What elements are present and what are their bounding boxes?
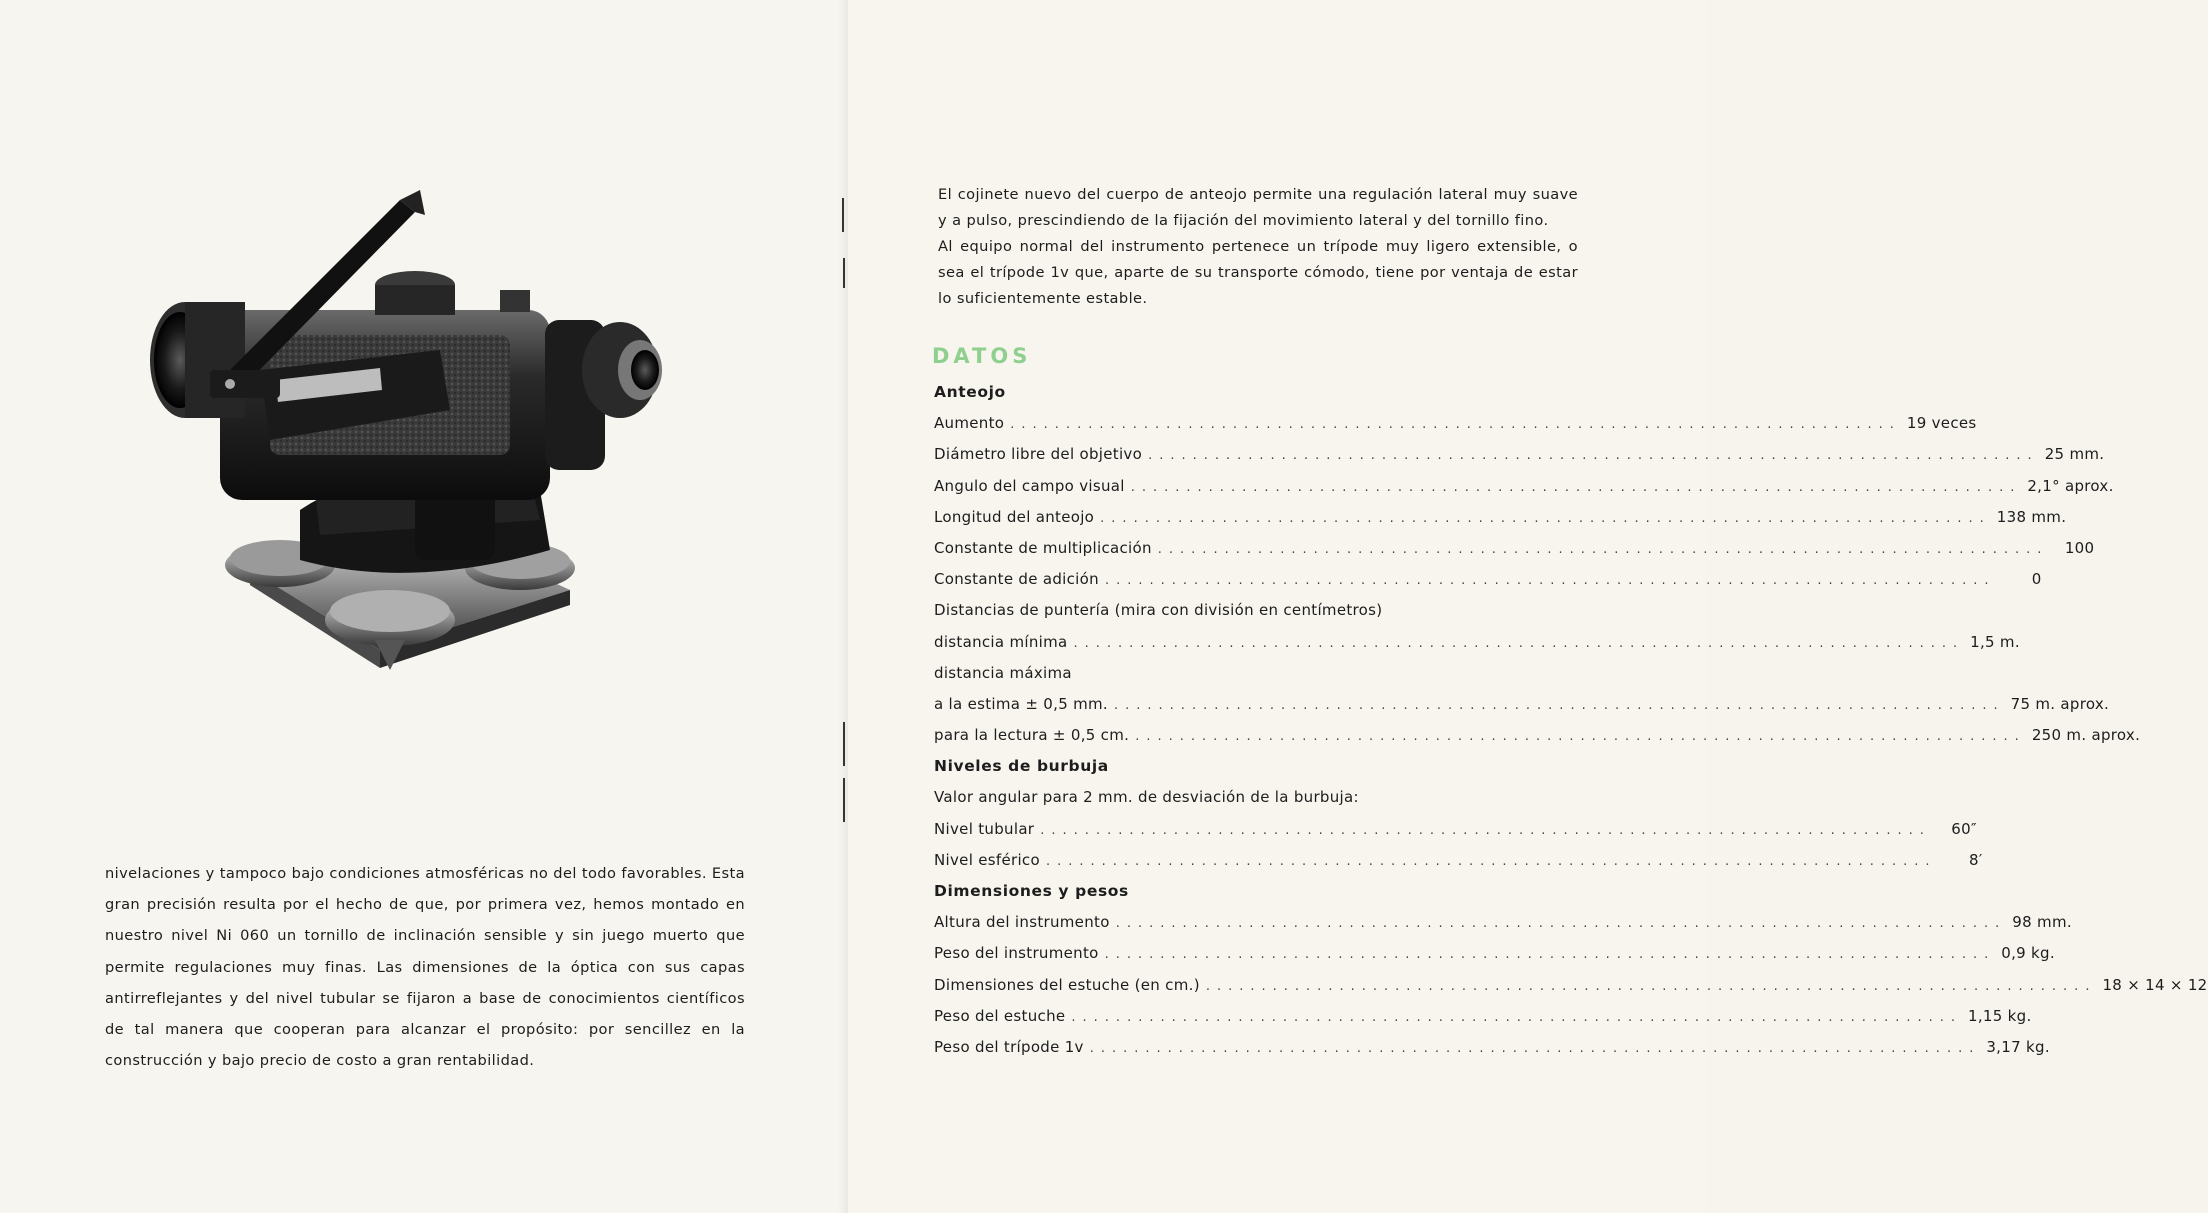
gutter-mark (842, 198, 844, 232)
spec-value: 25 mm. (2044, 445, 2105, 464)
spec-value: 138 mm. (1996, 507, 2067, 526)
spec-value: 100 (2064, 538, 2095, 557)
leader-dots: ................................................................................ (1073, 635, 1965, 651)
leader-dots: ................................................................................ (1010, 417, 1901, 433)
spec-subheading: Distancias de puntería (mira con división en centímetros) (934, 601, 1383, 620)
spec-label: Diámetro libre del objetivo (934, 445, 1143, 464)
leader-dots: ................................................................................ (1100, 510, 1991, 526)
spec-value: 18 × 14 × 12 (2102, 975, 2208, 994)
spec-value: 1,15 kg. (1968, 1006, 2032, 1025)
spec-row (934, 502, 2067, 533)
leader-dots: ................................................................................ (1089, 1040, 1981, 1056)
gutter-mark (843, 722, 845, 766)
spec-label: Nivel tubular (934, 819, 1035, 838)
specs-table (934, 377, 2208, 1063)
right-page-intro (938, 182, 1578, 312)
leader-dots: ................................................................................ (1071, 1009, 1962, 1025)
spec-row (934, 720, 2141, 751)
spec-label: Peso del instrumento (934, 944, 1099, 963)
spec-label: a la estima ± 0,5 mm. (934, 694, 1109, 713)
spec-label: Peso del trípode 1v (934, 1037, 1084, 1056)
leader-dots: ................................................................................ (1130, 479, 2022, 495)
spec-row (934, 1001, 2032, 1032)
leader-dots: ................................................................................ (1040, 822, 1931, 838)
spec-label: Peso del estuche (934, 1006, 1066, 1025)
spec-row (934, 938, 2055, 969)
spec-value: 75 m. aprox. (2010, 694, 2110, 713)
spec-row (934, 627, 2020, 658)
left-page-paragraph: nivelaciones y tampoco bajo condiciones atmosféricas no del todo favorables. Esta gran precisión resulta por el hecho de que, por primera vez, hemos montado en nuestro nivel Ni 060 un tornillo de inclinación sensible y sin juego muerto que permite regulaciones muy finas. Las dimensiones de la óptica con sus capas antirreflejantes y del nivel tubular se fijaron a base de conocimientos científicos de tal manera que cooperan para alcanzar el propósito: por sencillez en la construcción y bajo precio de costo a gran rentabilidad. (105, 865, 745, 1070)
intro-paragraph-2: Al equipo normal del instrumento pertenece un trípode muy ligero extensible, o sea el trípode 1v que, aparte de su transporte cómodo, tiene por ventaja de estar lo suficientemente estable. (938, 238, 1578, 307)
gutter-mark (843, 778, 845, 822)
section-heading-anteojo: Anteojo (934, 383, 1006, 401)
leader-dots: ................................................................................ (1157, 541, 2049, 557)
leader-dots: ................................................................................ (1148, 448, 2039, 464)
spec-value: 1,5 m. (1970, 632, 2020, 651)
spec-label: Nivel esférico (934, 850, 1040, 869)
datos-heading: DATOS (932, 344, 1032, 368)
spec-label: Longitud del anteojo (934, 507, 1095, 526)
leader-dots: ................................................................................ (1104, 947, 1996, 963)
leveling-instrument-photo (150, 190, 725, 730)
leader-dots: ................................................................................ (1104, 573, 1996, 589)
spec-label: Constante de multiplicación (934, 538, 1152, 557)
intro-paragraph-1: El cojinete nuevo del cuerpo de anteojo permite una regulación lateral muy suave y a pulso, prescindiendo de la fijación del movimiento lateral y del tornillo fino. (938, 186, 1578, 229)
spec-value: 0 (2031, 570, 2042, 589)
spec-value: 250 m. aprox. (2031, 726, 2141, 745)
spec-subheading: Valor angular para 2 mm. de desviación de la burbuja: (934, 788, 1359, 807)
spec-value: 8′ (1968, 850, 1983, 869)
spec-row (934, 970, 2208, 1001)
section-heading-niveles: Niveles de burbuja (934, 757, 1109, 776)
left-page (0, 0, 848, 1213)
spec-label: para la lectura ± 0,5 cm. (934, 726, 1130, 745)
spec-value: 3,17 kg. (1986, 1037, 2050, 1056)
leader-dots: ................................................................................ (1135, 729, 2026, 745)
gutter-mark (843, 258, 845, 288)
spec-row (934, 1032, 2050, 1063)
spec-value: 2,1° aprox. (2027, 476, 2114, 495)
spec-subheading: distancia máxima (934, 663, 1072, 682)
spec-row (934, 689, 2110, 720)
spec-row (934, 814, 1977, 845)
spec-row (934, 471, 2114, 502)
leader-dots: ................................................................................ (1205, 978, 2097, 994)
spec-row (934, 533, 2095, 564)
spec-label: Angulo del campo visual (934, 476, 1125, 495)
spec-label: Altura del instrumento (934, 913, 1110, 932)
spec-value: 19 veces (1906, 414, 1977, 433)
spec-label: Dimensiones del estuche (en cm.) (934, 975, 1200, 994)
leader-dots: ................................................................................ (1114, 697, 2005, 713)
spec-value: 60″ (1951, 819, 1977, 838)
spec-label: distancia mínima (934, 632, 1068, 651)
spec-label: Aumento (934, 414, 1005, 433)
spec-row (934, 439, 2105, 470)
section-heading-dimensiones: Dimensiones y pesos (934, 882, 1129, 900)
spec-value: 0,9 kg. (2001, 944, 2055, 963)
spec-row (934, 845, 1983, 876)
leader-dots: ................................................................................ (1115, 916, 2007, 932)
spec-label: Constante de adición (934, 570, 1099, 589)
spec-row (934, 408, 1977, 439)
spec-row (934, 907, 2072, 938)
spec-value: 98 mm. (2012, 913, 2072, 932)
leader-dots: ................................................................................ (1045, 853, 1937, 869)
spec-row (934, 564, 2042, 595)
